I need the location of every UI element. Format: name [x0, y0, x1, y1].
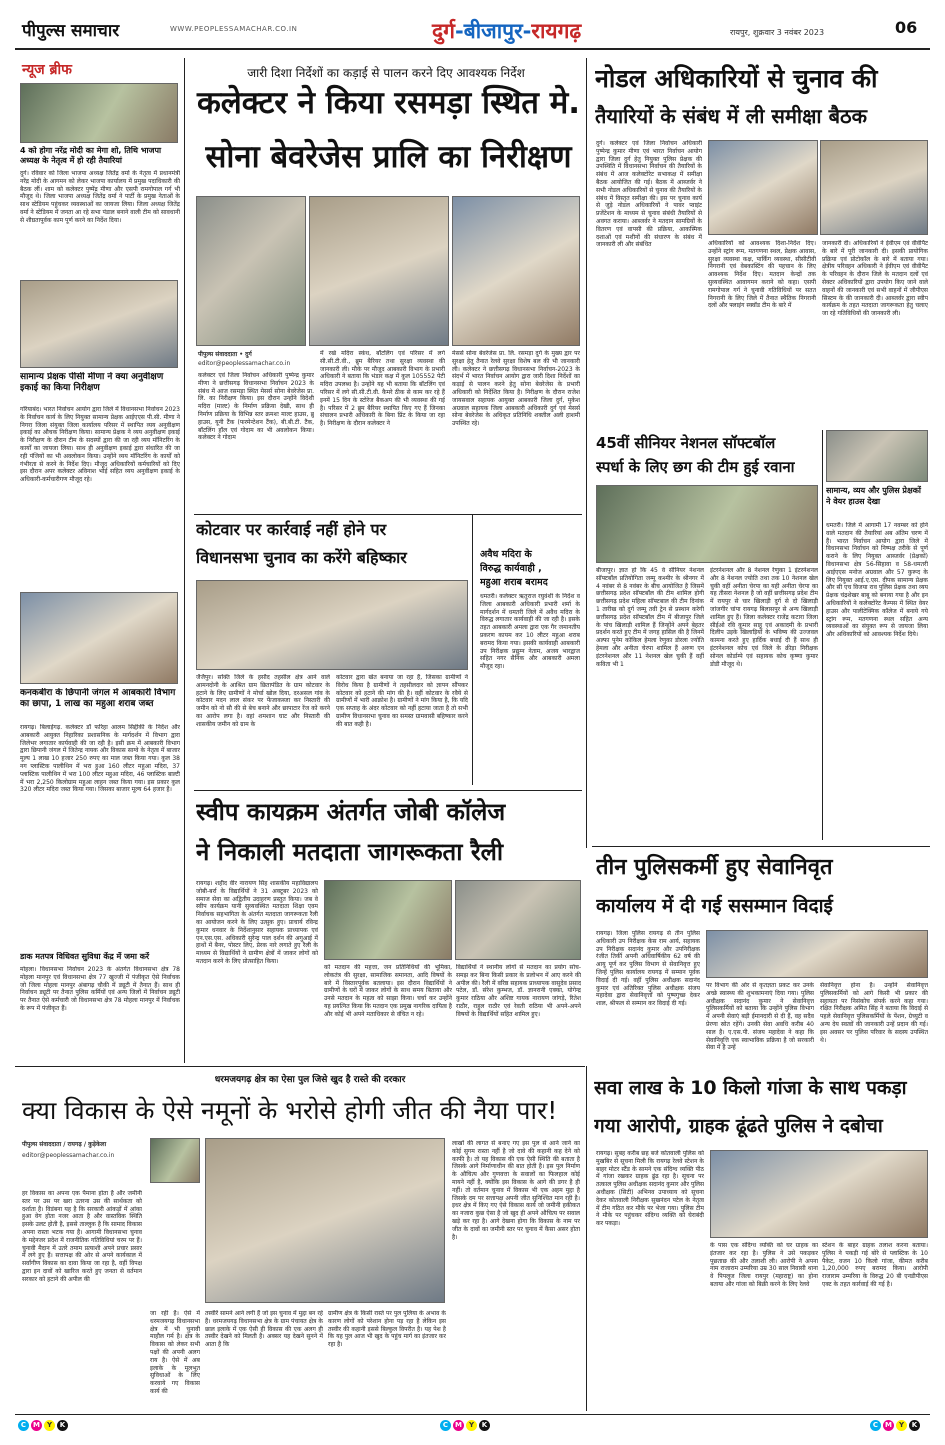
lead-col-2: में रखे मदिरा स्कंध, बॉटलिंग एवं परिसर में लगे सी.सी.टी.वी., ब्रुम बैरियर तथा सुरक्षा व्यवस्था की जानकारी ली। मौके पर मौजूद आबकारी विभाग के प्रभारी अधिकारी ने बताया कि भंडार कक्ष में कुल 105552 पेटी मदिरा उपलब्ध है। उन्होंने यह भी बताया कि बॉटलिंग एवं परिसर में लगे सी.सी.टी.वी. कैमरे ठीक से काम कर रहे हैं इनमें 15 दिन के स्टोरेज बैकअप की भी व्यवस्था की गई है। परिसर में 2 ब्रुम बैरियर स्थापित किए गए हैं जिनका संचालन प्रभारी अधिकारी के बिना प्रिंट के किया जा रहा है। निरीक्षण के दौरान कलेक्टर ने [320, 350, 445, 428]
nodal-col-1: दुर्ग। कलेक्टर एवं जिला निर्वाचन अधिकारी पुष्पेन्द्र कुमार मीणा एवं भारत निर्वाचन आयोग द्वारा जिला दुर्ग हेतु नियुक्त पुलिस प्रेक्षक की उपस्थिति में विधानसभा निर्वाचन की तैयारियों के संबंध में आज कलेक्टोरेट सभाकक्ष में समीक्षा बैठक आयोजित की गई। बैठक में आब्जर्वर ने सभी नोडल अधिकारियों से चुनाव की तैयारियों के संबंध में विस्तृत समीक्षा की। इस पर चुनाव कार्य से जुड़े नोडल अधिकारियों ने पावर प्वाइंट प्रजेंटेशन के माध्यम से चुनाव संबंधी तैयारियों से अवगत कराया। आब्जर्वर ने मतदान सामग्रियों के वितरण एवं वापसी की प्रक्रिया, आकस्मिक दशाओं एवं मशीनों की संधारण के संबंध में जानकारी ली और संबंधित [596, 140, 702, 249]
brief-2-body: गरियाबंद। भारत निर्वाचन आयोग द्वारा जिले में विधानसभा निर्वाचन 2023 के निर्वाचन कार्य के लिए नियुक्त सामान्य प्रेक्षक आईएएस पी.सी. मीणा ने निगरा जिला संयुक्त जिला कार्यालय परिसर में स्थापित व्यय अनुवीक्षण इकाई का औचक निरीक्षण किया। सामान्य प्रेक्षक ने व्यय अनुवीक्षण इकाई के निरीक्षण के दौरान टीम के सदस्यों द्वारा की जा रही व्यय मॉनिटरिंग के कार्यों का जायजा लिया। साथ ही अनुवीक्षण इकाई द्वारा संधारित की जा रही पंजियों का भी अवलोकन किया। उन्होंने व्यय मॉनिटरिंग के कार्यों को गंभीरता से करने के निर्देश दिए। मौजूद अधिकारियों कर्मचारियों को दिए इस दौरान अपर कलेक्टर अविनाश भोई सहित व्यय अनुवीक्षण इकाई के अधिकारी-कर्मचारीगण मौजूद रहे। [20, 406, 180, 484]
ganja-col-2: के पास एक संदिग्ध व्यक्ति को घर ग्राहक का इंतजार कर रहा है। पुलिस ने उसे पकड़कर पूछताछ की और तलाशी ली। आरोपी ने अपना नाम राजाराम उम्मरिया उम्र 30 साल निवासी थाना वे पिपलूज जिला रायपुर (महाराष्ट्र) का होना बताया और गांजा को बिक्री करने के लिए रेलवे [710, 1242, 818, 1288]
nodal-photo-2 [820, 140, 928, 235]
masthead [0, 0, 945, 52]
dharam-kicker: धरमजयगढ़ क्षेत्र का ऐसा पुल जिसे खुद है रास्ते की दरकार [214, 1075, 406, 1085]
boycott-top-rule [194, 514, 582, 515]
sweep-headline-2: ने निकाली मतदाता जागरूकता रैली [196, 838, 504, 866]
sweep-top-rule [194, 790, 582, 791]
liquor-headline-3: महुआ शराब बरामद [480, 577, 548, 588]
lead-photo-left [196, 196, 306, 346]
boycott-photo [196, 580, 468, 670]
brief-2-headline: सामान्य प्रेक्षक पीसी मीणा ने क्या अनुवीक्षण इकाई का किया निरीक्षण [20, 372, 164, 393]
brief-3-body: रायगढ़। बिलाईगढ़. कलेक्टर डॉ फरिहा आलम सिद्दीकी के निर्देश और आबकारी आयुक्त निहारिका प्रशासनिक के मार्गदर्शन में विभाग द्वारा जिलेभर लगातार कार्यवाही की जा रही है। इसी क्रम में आबकारी विभाग द्वारा छिपानी जंगल में जितेन्द्र नायक और विकास साग्वे के नेतृत्व में बाजार मूल्य 1 लाख 10 हजार 250 रुपए का माल जब्त किया गया। कुल 38 नग प्लास्टिक पालीथिन में भरा हुआ 160 लीटर महुआ मदिरा, 37 प्लास्टिक पालीथिन में भरा 100 लीटर महुआ मदिरा, 46 प्लास्टिक बाल्टी में भरा 2,250 किलोग्राम महुआ लाहन जब्त किया गया। इस प्रकार कुल 320 लीटर मदिरा जब्त किया गया। जिसका बाजार मूल्य 64 हजार है। [20, 724, 180, 794]
dharam-top-rule [15, 1066, 585, 1067]
sweep-col-2: को मतदान की महत्ता, जन प्रतिनिधियों की भूमिका, लोकतंत्र की सुरक्षा, सामाजिक समानता, आदि विषयों के बारे में विस्तारपूर्वक बतलाया। इस दौरान विद्यार्थियों ने ग्रामीणों के घरों में जाकर लोगों के साथ समय बिताया और उनसे मतदान के महत्व को साझा किया। चर्चा कर उन्होंने यह प्रयत्नित किया कि मतदान एक प्रमुख नागरिक दायित्व है और कोई भी अपने मताधिकार से वंचित न रहे। [324, 964, 452, 1018]
softball-col-1: बीजापुर। ज्ञात हो कि 45 वे सीनियर नेशनल सॉफ्टबॉल प्रतियोगिता जम्मू कश्मीर के श्रीनगर में 4 नवंबर से 8 नवंबर के बीच आयोजित है जिसमें छत्तीसगढ़ प्रदेश सॉफ्टबॉल की टीम शामिल होगी छत्तीसगढ़ प्रदेश महिला सॉफ्टबाल की टीम दिनांक 1 तारीख को दुर्ग जम्मू तवी ट्रेन से प्रस्थान करेगी छत्तीसगढ़ प्रदेश सॉफ्टबॉल टीम में बीजापुर जिले के पांच खिलाड़ी शामिल हैं जिन्होंने अपने बेहतर प्रदर्शन करते हुए टीम में जगह हासिल की है जिनमें अल्फा पुनेम कोकिल हेमला रेणुका डोरला ज्योति हेमला और अनीता चेरपा शामिल हैं अरुण एन इंटरनेशनल और 11 नेशनल खेल चुकी हैं वहीं कविता भी 1 [596, 567, 704, 668]
liquor-headline-2: विरुद्ध कार्यवाही , [480, 563, 542, 574]
brief-3-headline: कनकबीरा के छिपानी जंगल में आबकारी विभाग का छापा, 1 लाख का महुआ शराब जब्त [20, 688, 176, 709]
brief-1-body: दुर्ग। रविवार को जिला भाजपा अध्यक्ष जितेंद्र वर्मा के नेतृत्व में प्रधानमंत्री नरेंद्र मोदी के आगमन को लेकर भाजपा कार्यालय में प्रमुख पदाधिकारी की बैठक लीं। शाम को कलेक्टर पुष्पेंद्र मीणा और एसपी रामगोपाल गर्ग भी मौजूद थे। जिला भाजपा अध्यक्ष जितेंद्र वर्मा ने पार्टी के प्रमुख नेताओं के साथ स्टेडियम पहुंचकर व्यवस्थाओं का जायजा लिया। जिला अध्यक्ष जितेंद्र वर्मा ने स्टेडियम में जनता आ रहे सभा पंडाल बनाने वाली टीम को सावधानी से शीघ्रतापूर्वक काम पूर्ण करने का निर्देश दिया। [20, 170, 180, 224]
ganja-col-3: स्टेशन के बाहर ग्राहक तलाश करना बताया। पुलिस ने पकड़ी गई बोरे से प्लास्टिक के 10 पैकेट, वजन 10 किलो गांजा, कीमत करीब 1,20,000 रुपए बरामद किया। आरोपी राजाराम उम्मरिया के विरुद्ध 20 बी एनडीपीएस एक्ट के तहत कार्रवाई की गई है। [822, 1242, 928, 1288]
sweep-headline-1: स्वीप कायक्रम अंतर्गत जोबी कॉलेज [196, 798, 506, 826]
ganja-headline-1: सवा लाख के 10 किलो गांजा के साथ पकड़ा [594, 1077, 907, 1099]
ganja-col-1: रायगढ़। सुबह करीब छह बजे कोतवाली पुलिस को मुखबिर से सूचना मिली कि रायगढ़ रेलवे स्टेशन के बाहर मोटर स्टैंड के सामने एक संदिग्ध व्यक्ति पीठ में गांजा रखकर ग्राहक ढूंढ रहा है। सूचना पर तत्काल पुलिस अधीक्षक सदानंद कुमार और पुलिस अधीक्षक (सिटी) अभिनव उपाध्याय को सूचना देकर कोतवाली निरीक्षक सुखनंदन पटेल के नेतृत्व में टीम गठित कर मौके पर भेजा गया। पुलिस टीम ने मौके पर पहुंचकर संदिग्ध व्यक्ति को घेराबंदी कर पकड़ा। [596, 1150, 704, 1228]
boycott-headline-1: कोटवार पर कार्रवाई नहीं होने पर [196, 520, 387, 539]
footer-rule [15, 1414, 930, 1415]
lead-divider [586, 58, 587, 848]
masthead-website: WWW.PEOPLESSAMACHAR.CO.IN [170, 25, 298, 33]
section-bijapur: बीजापुर [463, 19, 523, 43]
retire-col-1: रायगढ़। जिला पुलिस रायगढ़ से तीन पुलिस अधिकारी उप निरीक्षक केस राम आर्य, सहायक उप निरीक्षक सदानंद कुमार और उपनिरीक्षक रंजीत तिर्की अपनी अधिवार्षिकीय 62 वर्ष की आयु पूर्ण कर पुलिस विभाग से सेवानिवृत्त हुए जिन्हें पुलिस कार्यालय रायगढ़ में सम्मान पूर्वक विदाई दी गई। वहीं पुलिस अधीक्षक सदानंद कुमार एवं अतिरिक्त पुलिस अधीक्षक संजय महादेवा द्वारा सेवानिवृत्तों को पुष्पगुच्छ देकर शाल, श्रीफल से सम्मान कर विदाई दी गई। [596, 930, 700, 1008]
cmyk-mark-right: C M Y K [870, 1420, 920, 1431]
masthead-logo: पीपुल्स समाचार [22, 21, 120, 41]
sweep-photo-2 [455, 880, 581, 960]
liquor-body: धमतरी। कलेक्टर ऋतुराज रघुवंशी के निर्देश व जिला आबकारी अधिकारी प्रभारी शर्मा के मार्गदर्शन में धमतरी जिले में अवैध मदिरा के विरुद्ध लगातार कार्यवाही की जा रही है। इसके तहत आबकारी अमला द्वारा एक गैर जमानतीय प्रकरण कायम कर 10 लीटर महुआ शराब बरामद किया गया। इसकी कार्यवाही आबकारी उप निरीक्षक प्रद्युम्न नेताम, अजय भारद्वाज सहित नगर सैनिक और आबकारी अमला मौजूद रहा। [480, 593, 580, 671]
nodal-headline-1: नोडल अधिकारियों से चुनाव की [595, 64, 878, 93]
brief-1-headline: 4 को होगा नरेंद्र मोदी का मेगा शो, तिथि भाजपा अध्यक्ष के नेतृत्व में हो रही तैयारियां [20, 146, 162, 165]
cmyk-mark-left: C M Y K [18, 1420, 68, 1431]
dharam-headline: क्या विकास के ऐसे नमूनों के भरोसे होगी जीत की नैया पार! [22, 1096, 558, 1125]
nodal-headline-2: तैयारियों के संबंध में ली समीक्षा बैठक [595, 104, 867, 128]
section-title: दुर्ग-बीजापुर-रायगढ़ [432, 19, 582, 43]
nodal-col-3: जानकारी दी। अधिकारियों ने ईवीएम एवं वीवीपैट के बारे में पूरी जानकारी दी। इसकी प्रायोगिक प्रक्रिया एवं प्रोटोकॉल के बारे में बताया गया। क्षेत्रीय परिवहन अधिकारी ने ईवीएम एवं वीवीपैट के परिवहन के दौरान जिले के मतदान दलों एवं सेक्टर अधिकारियों द्वारा उपयोग किए जाने वाले वाहनों की जानकारी एवं सभी वाहनों में जीपीएस सिस्टम के की जानकारी दी। आब्जर्वर द्वारा स्वीप कार्यक्रम के तहत मतदाता जागरूकता हेतु चलाए जा रहे गतिविधियों की जानकारी ली। [822, 240, 928, 318]
dharam-email: editor@peoplessamachar.co.in [22, 1152, 115, 1159]
sweep-col-3: विद्यार्थियों ने स्थानीय लोगों से मतदान का प्रयोग सोच-समझ कर बिना किसी प्रकार के प्रलोभन में आए करने की अपील की। रैली में वरिष्ठ सहायक प्राध्यापक वासुदेव प्रसाद पटेल, डॉ. संरेश कुम्भज, डॉ. ज्ञानरानी एक्का, योगेन्द्र कुमार राठिया और अशिष्ट गायक नारायण जांगड़े, रितेश राठौर, राहुल राठौर एवं रेवती राठिया भी अपने-अपने विषयों के विद्यार्थियों सहित शामिल हुए। [456, 964, 581, 1018]
page-number: 06 [895, 18, 918, 37]
observer-photo [826, 430, 928, 482]
dharam-col-4: ग्रामीण क्षेत्र के किसी रास्ते पर पुल पुलिया के अभाव के कारण लोगों को परेशान होना पड़ रहा है लेकिन इस तस्वीर की कहानी इससे बिल्कुल विपरीत है। यह पेश है कि यह पुल आज भी खुद के पहुंच मार्ग का इंतजार कर रहा है। [328, 1310, 446, 1349]
dharam-col-5: लाखों की लागत से बनाए गए इस पुल से आने जाने का कोई सुगम रास्ता नहीं है जो दावे की कहानी कह देने को काफी है। तो यह विकास की एक ऐसी स्थिति की बताता है जिसके आगे निर्माणाधीन की बात होती है। इस पुल निर्माण के औचित्य और गुणवत्ता के सवालों का फिलहाल कोई मायने नहीं है, क्योंकि इस विकास के आगे की डगर है ही नहीं। तो वर्तमान चुनाव में विकास भी एक अहम मुद्दा है जिसके दम पर सत्तापक्ष अपनी जीत सुनिश्चित मान रही है। इधर क्षेत्र में किए गए ऐसे विकास कार्य जो जमीनी हकीकत का नजारा कुछ ऐसा है जो खुद ही अपने औचित्य पर सवाल खड़े कर रहा है। आगे देखना होगा कि विकास के नाम पर जीत के दावों का जमीनी स्तर पर चुनाव में कैसा असर होता है। [452, 1140, 580, 1241]
nodal-col-2: अधिकारियों को आवश्यक दिशा-निर्देश दिए। उन्होंने स्ट्रांग रूम, मतगणना स्थल, प्रेक्षक आवास, सुरक्षा व्यवस्था कक्ष, पार्किंग व्यवस्था, सीसीटीवी निगरानी एवं वेबकास्टिंग की पहचान के लिए आवश्यक निर्देश दिए। मतदान केन्द्रों तक सुव्यवस्थित आवागमन कराने को कहा। एसपी रामगोपाल गर्ग ने चुनावी गतिविधियों पर सतत निगरानी के लिए जिले में तैनात स्थैतिक निगरानी दलों और फ्लाइंग स्क्वॉड टीम के बारे में [708, 240, 816, 310]
dharam-photo-small [150, 1138, 200, 1183]
lead-headline-1: कलेक्टर ने किया रसमड़ा स्थित मे. [196, 85, 581, 121]
dharam-col-3: तस्वीरें सामने आने लगी हैं जो इस चुनाव में मुद्दा बन रहे हैं। धरमजयगढ़ विधानसभा क्षेत्र के ग्राम पंचायत क्षेत्र के छाल इलाके में एक ऐसी ही विकास की एक अलग ही तस्वीर देखने को मिलती है। अक्सर यह देखने सुनने में आता है कि [205, 1310, 323, 1349]
brief-4-body: मोहला। विधानसभा निर्वाचन 2023 के अंतर्गत विधानसभा क्षेत्र 78 मोहला मानपुर एवं विधानसभा क्षेत्र 77 खुज्जी में पंजीकृत ऐसे निर्वाचक जो जिला मोहला मानपुर अंबागढ़ चौकी में ड्यूटी में तैनात हैं। साथ ही निर्वाचन ड्यूटी पर तैनात पुलिस कर्मियों एवं अन्य जिलों में निर्वाचन ड्यूटी पर तैनात ऐसे कर्मचारी जो विधानसभा क्षेत्र 78 मोहला मानपुर में निर्वाचक के रूप में पंजीकृत हैं। [20, 966, 180, 1012]
brief-photo-1 [20, 83, 178, 143]
retire-photo [706, 930, 928, 978]
brief-4-headline: डाक मतपत्र विधिवत सुविधा केंद्र में जमा करें [20, 952, 150, 961]
lead-col-3: मेसर्स सोना बेवरेजेस प्रा. लि. रसमड़ा दुर्ग के मुख्य द्वार पर सुरक्षा हेतु तैनात रेलवे सुरक्षा विशेष बल की भी जानकारी ली। कलेक्टर ने छत्तीसगढ़ विधानसभा निर्वाचन-2023 के संदर्भ में भारत निर्वाचन आयोग द्वारा जारी दिशा निर्देशों का कड़ाई से पालन करने हेतु सोना बेवरेजेस के प्रभारी अधिकारी को निर्देशित किया है। निरीक्षण के दौरान राजेश जायसवाल सहायक आयुक्त आबकारी जिला दुर्ग, मुकेश अग्रवाल सहायक जिला आबकारी अधिकारी दुर्ग एवं मेसर्स सोना बेवरेजेस के अधिकृत प्रतिनिधि शक्तील अली हाशमी उपस्थित रहे। [452, 350, 580, 428]
softball-col-2: इंटरनेशनल और 8 नेशनल रेणुका 1 इंटरनेशनल और 8 नेशनल ज्योति तथा तक 10 नेशनल खेल चुकी वहीं अनीता चेरपा का यही अनीता चेरपा का यह तीसरा नेशनल है जो वहीं छत्तीसगढ़ प्रदेश टीम में रायपुर से चार खिलाड़ी दुर्ग से दो खिलाड़ी जांजगीर चांपा रायगढ़ बिलासपुर से अन्य खिलाड़ी शामिल हुए हैं। जिला कलेक्टर राजेंद्र कटारा जिला सीईओ रवि कुमार साहू एवं अकादमी के प्रभारी दिलीप उइके खिलाड़ियों के भविष्य की उज्जवल कामना करते हुए हार्दिक बधाई दी हैं साथ ही इंटरनेशनल कोच एवं जिले के क्रीड़ा निरीक्षक सोनल कोर्डाम्पे एवं सहायक कोच कृष्णा कुमार डोडी मौजूद थे। [710, 567, 818, 668]
softball-headline-1: 45वीं सीनियर नेशनल सॉफ्टबॉल [596, 434, 776, 452]
observer-headline: सामान्य, व्यय और पुलिस प्रेक्षकों ने वेयर हाउस देखा [826, 486, 921, 506]
lead-headline-2: सोना बेवरेजेस प्रालि का निरीक्षण [205, 139, 572, 175]
brief-photo-3 [20, 592, 178, 684]
dateline: रायपुर, शुक्रवार 3 नवंबर 2023 [730, 28, 825, 37]
boycott-col-1: जैजैपुर। सक्ति जिले के हसौद तहसील क्षेत्र आने वाले आमनदोनी के आश्रित ग्राम छितापंडित के ग्राम कोटवार के हटाने के लिए ग्रामीणों ने मोर्चा खोल दिया, दरअसल गांव के कोटवार मदन लाल संकर पर फेंजाकब्जा कर निस्तारी की जमीन को नो सौ की से बेच बनाने और छापाटार रेंज को करने का आरोप लगा है। वहां शमशान घाट और निस्तारी की शासकीय जमीन को ग्राम के [196, 674, 330, 728]
liquor-headline-1: अवैध मदिरा के [480, 549, 532, 560]
softball-photo [596, 485, 818, 563]
lead-kicker: जारी दिशा निर्देशों का कड़ाई से पालन करने दिए आवश्यक निर्देश [247, 66, 525, 80]
dharam-bridge-photo [205, 1138, 445, 1303]
boycott-headline-2: विधानसभा चुनाव का करेंगे बहिष्कार [196, 548, 407, 567]
retire-headline-2: कार्यालय में दी गई ससम्मान विदाई [596, 895, 833, 917]
section-raigarh: रायगढ़ [531, 19, 582, 43]
retire-top-rule [592, 846, 930, 847]
brief-divider [184, 58, 185, 1063]
softball-divider [822, 430, 823, 840]
softball-headline-2: स्पर्धा के लिए छग की टीम हुई रवाना [596, 458, 795, 476]
lead-photo-middle [309, 196, 449, 346]
news-brief-label: न्यूज ब्रीफ [22, 62, 72, 78]
retire-headline-1: तीन पुलिसकर्मी हुए सेवानिवृत [596, 855, 833, 880]
dharam-byline: पीपुल्स संवाददाता / रायगढ़ / कुड़ेकेला [22, 1141, 107, 1148]
brief-photo-2 [20, 280, 178, 368]
ganja-headline-2: गया आरोपी, ग्राहक ढूंढते पुलिस ने दबोचा [594, 1115, 883, 1137]
retire-col-3: सेवानिवृत्त होना है। उन्होंने सेवानिवृत्त पुलिसकर्मियों को आगे किसी भी प्रकार की सहायता पर निसंकोच संपर्क करने कहा गया। रक्षित निरीक्षक अमित सिंह ने बताया कि विदाई से पहले सेवानिवृत्त पुलिसकर्मियों के पेंशन, ग्रेच्युटी व अन्य देय स्वत्वों की जानकारी उन्हें प्रदान की गई। इस अवसर पर पुलिस परिवार के सदस्य उपस्थित थे। [820, 982, 928, 1044]
dharam-col-2: जा रही है। ऐसे में धरमजयगढ़ विधानसभा क्षेत्र में भी चुनावी माहौल गर्म है। क्षेत्र के विकास को लेकर सभी पक्षों की अपनी अलग राय है। ऐसे में अब इलाके के मूलभूत सुविधाओं के लिए करवाये गए विकास कार्य की [150, 1310, 200, 1395]
observer-body: धमतरी। जिले में आगामी 17 नवम्बर को होने वाले मतदान की तैयारियां अब अंतिम चरण में हैं। भारत निर्वाचन आयोग द्वारा जिले में विधानसभा निर्वाचन को निष्पक्ष तरीके से पूर्ण कराने के लिए नियुक्त आब्जर्वर (प्रेक्षकों) विधानसभा क्षेत्र 56-सिहावा व 58-धमतरी आईएएस मनोज अग्रवाल और 57 कुरूद के लिए नियुक्त आई.ए.एस. दीपक सामान्य प्रेक्षक और सी एच विजया राव पुलिस प्रेक्षक तथा व्यय प्रेक्षक चंद्रशेखर बाबू को बनाया गया है और इन अधिकारियों ने कलेक्टोरेट कैम्पस में स्थित वेयर हाउस और पालीटेक्निक कॉलेज में बनाये गये स्ट्रांग रूम, मतगणना स्थल सहित अन्य व्यवस्थाओं का संयुक्त रूप से जायजा लिया और अधिकारियों को आवश्यक निर्देश दिये। [826, 522, 928, 639]
lead-byline: पीपुल्स संवाददाता • दुर्ग [198, 351, 252, 358]
dharam-divider [586, 1066, 587, 1411]
lead-photo-right [452, 196, 580, 346]
masthead-rule [15, 48, 930, 50]
dharam-col-1: हर विकास का अपना एक पैमाना होता है और जमीनी स्तर पर उस पर खरा उतरना उस की सार्थकता को दर्शाता है। विडंबना यह है कि सरकारी आंकड़ों में आंका हुआ वेग होता नजर आता है और वास्तविक स्थिति इसके उलट होती है, इससे ताल्लुक है कि सामाद विकास अपना रास्ता भटक गया है। आगामी विधानसभा चुनाव के मद्देनजर प्रदेश में राजनीतिक गतिविधियां चरम पर हैं। चुनावी मैदान में उतरे तमाम प्रत्याशी अपने प्रचार प्रसार में लगे हुए हैं। सत्तापक्ष की ओर से अपने कार्यकाल में सर्वांगीण विकास का दावा किया जा रहा है, वहीं विपक्ष द्वारा इन दावों को खारिज करते हुए जनता से वर्तमान सरकार को हटाने की अपील की [22, 1190, 142, 1283]
ganja-photo [710, 1150, 928, 1238]
nodal-photo-1 [708, 140, 818, 235]
boycott-divider [472, 515, 473, 785]
retire-col-2: पर विभाग की ओर से कृतज्ञता प्रकट कर उनके अच्छे स्वास्थ्य की शुभकामनाएं दिया गया। पुलिस अधीक्षक सदानंद कुमार ने सेवानिवृत्त पुलिसकर्मियों को बताया कि उन्होंने पुलिस विभाग में अपनी सेवाएं बड़ी ईमानदारी से दी हैं, वह सदैव प्रेरणा स्रोत रहेंगे। उनकी सेवा अवधि करीब 40 साल है। ए.एस.पी. संजय महादेवा ने कहा कि सेवानिवृत्ति एक स्वाभाविक प्रक्रिया है जो सरकारी सेवा में है उन्हें [706, 982, 814, 1052]
sweep-col-1: रायगढ़। शहीद वीर नारायण सिंह शासकीय महाविद्यालय जोबी-बर्रा के विद्यार्थियों ने 31 अक्टूबर 2023 को समाज सेवा का अद्वितीय उदाहरण प्रस्तुत किया। जब वे स्वीप कार्यक्रम यानी सुव्यवस्थित मतदाता शिक्षा एवम निर्वाचक सहभागिता के अंतर्गत मतदाता जागरूकता रैली का आयोजन करने के लिए उत्सुक हुए। प्राचार्य रविन्द्र कुमार धनवार के निर्देशानुसार सहायक प्राध्यापक एवं एन.एस.एस. अधिकारी सुरेन्द्र पाल दर्शन की अगुआई में हाथों में बैनर, पोस्टर लिए, प्रेरक नारे लगाते हुए रैली के माध्यम से विद्यार्थियों ने ग्रामीण क्षेत्रों में जाकर लोगों को मतदान करने के लिए प्रोत्साहित किया। [196, 880, 318, 965]
section-durg: दुर्ग [432, 19, 455, 43]
cmyk-mark-center: C M Y K [440, 1420, 490, 1431]
boycott-col-2: कोटवार द्वारा खेत बनाया जा रहा है, जिसका ग्रामीणों ने विरोध किया है ग्रामीणों ने तहसीलदार को ज्ञापन सौंपकर कोटवार को हटाने की मांग की है। वहीं कोटवार के रवैये से ग्रामीणों में भारी आक्रोश है। ग्रामीणों ने मांग किया है, कि यदि एक सप्ताह के अंदर कोटवार को नहीं हटाया जाता है तो सभी ग्रामीण विधानसभा चुनाव का समस्त ग्रामवासी बहिष्कार करने की बात कही है। [336, 674, 468, 728]
sweep-photo-1 [324, 880, 452, 960]
lead-email: editor@peoplessamachar.co.in [198, 360, 291, 367]
lead-col-1: कलेक्टर एवं जिला निर्वाचन अधिकारी पुष्पेन्द्र कुमार मीणा ने छत्तीसगढ़ विधानसभा निर्वाचन 2023 के संबंध में आज रसमड़ा स्थित मेसर्स सोना बेवरेजेस प्रा. लि. का निरीक्षण किया। इस दौरान उन्होंने विदेशी मदिरा (माल्ट) के निर्माण प्रक्रिया देखी, साथ ही निर्माण प्रक्रिया के विभिन्न स्तर क्रमशः माल्ट हाउस, ब्रु हाउस, यूनी टैंक (फरमेन्टेशन टैंक), बी.बी.टी. टैंक, बॉटलिंग हॉल एवं गोदाम का भी अवलोकन किया। कलेक्टर ने गोदाम [198, 372, 314, 442]
